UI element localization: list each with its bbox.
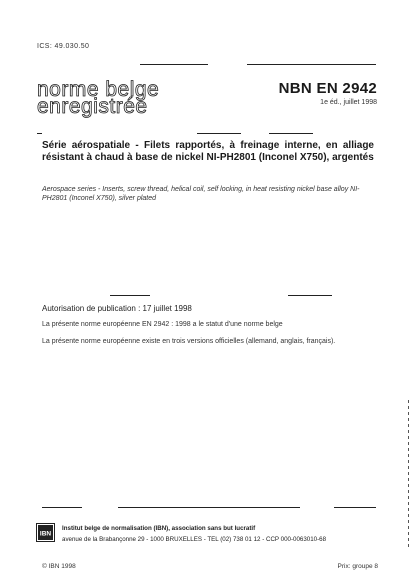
separator-rule-right [288,295,332,296]
institute-address: avenue de la Brabançonne 29 - 1000 BRUXELLES - TEL (02) 738 01 12 - CCP 000-0063010-68 [62,536,327,543]
logo-text: IBN [39,530,52,538]
ibn-logo-icon [36,523,55,542]
price-group: Prix: groupe 8 [337,563,378,570]
title-rule-right [269,133,313,134]
edition-date: 1e éd., juillet 1998 [320,99,377,106]
copyright-notice: © IBN 1998 [42,563,76,570]
scan-edge-mark [408,400,409,550]
title-french: Série aérospatiale - Filets rapportés, à freinage interne, en alliage résistant à chaud à base de nickel NI-PH2801 (Inconel X750), argentés [42,140,374,163]
brand-line-2: enregistrée [37,95,148,118]
footer-rule-left [42,507,82,508]
standard-code: NBN EN 2942 [278,80,377,97]
ics-code: ICS: 49.030.50 [37,43,90,50]
institute-name: Institut belge de normalisation (IBN), association sans but lucratif [62,525,256,532]
versions-note: La présente norme européenne existe en trois versions officielles (allemand, anglais, français). [42,338,336,345]
title-rule-left [37,133,42,134]
registration-note: La présente norme européenne EN 2942 : 1998 a le statut d'une norme belge [42,321,283,328]
publication-authorization: Autorisation de publication : 17 juillet 1998 [42,304,192,313]
top-rule-left [140,64,208,65]
footer-rule-center [118,507,300,508]
top-rule-right [247,64,376,65]
separator-rule-left [110,295,150,296]
title-rule-center [197,133,241,134]
title-english: Aerospace series - Inserts, screw thread, helical coil, self locking, in heat resisting nickel base alloy NI-PH2801 (Inconel X750), silver plated [42,186,360,202]
footer-rule-right [334,507,376,508]
brand-line-1: norme belge [37,78,160,101]
